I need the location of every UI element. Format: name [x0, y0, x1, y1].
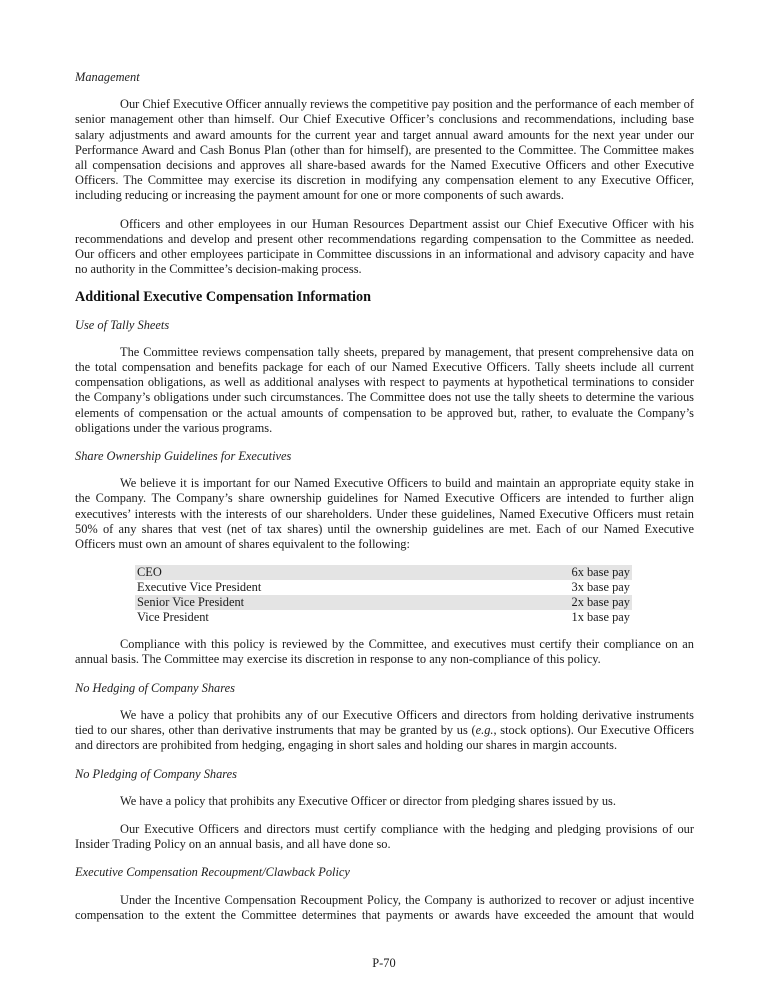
paragraph-clawback: Under the Incentive Compensation Recoupment Policy, the Company is authorized to recover or adjust incentive compensation to the extent the Committee determines that payments or awards have exceeded the amount that would: [75, 892, 694, 922]
role-cell: Senior Vice President: [135, 595, 469, 610]
ownership-guidelines-table: [135, 565, 632, 625]
role-cell: Executive Vice President: [137, 580, 262, 595]
table-row: [135, 565, 632, 580]
paragraph-no-pledging-1: We have a policy that prohibits any Executive Officer or director from pledging shares issued by us.: [120, 793, 616, 808]
subhead-clawback: Executive Compensation Recoupment/Clawback Policy: [75, 865, 350, 880]
table-row: [135, 610, 632, 625]
paragraph-tally-sheets: The Committee reviews compensation tally sheets, prepared by management, that present comprehensive data on the total compensation and benefits package for each of our Named Executive Officers. Tally sheets include all current compensation obligations, as well as additional analyses with respect to payments at hypothetical terminations to consider the Company’s obligations under such circumstances. The Committee does not use the tally sheets to determine the various elements of compensation or the actual amounts of compensation to be approved but, rather, to evaluate the Company’s obligations under the various programs.: [75, 344, 694, 435]
hedging-text-before: We have a policy that prohibits any of our Executive Officers and directors from holding derivative instruments tied to our shares, other than derivative instruments that may be granted by us (: [75, 707, 694, 738]
paragraph-no-hedging: [75, 708, 694, 754]
role-cell: CEO: [135, 565, 469, 580]
document-page: [75, 70, 694, 936]
role-cell: Vice President: [137, 610, 209, 625]
paragraph-management-2: Officers and other employees in our Human Resources Department assist our Chief Executive Officer with his recommendations and develop and present other recommendations regarding compensation to the Committee as needed. Our officers and other employees participate in Committee discussions in an informational and advisory capacity and have no authority in the Committee’s decision-making process.: [75, 216, 694, 277]
requirement-cell: 6x base pay: [469, 565, 632, 580]
subhead-tally-sheets: Use of Tally Sheets: [75, 317, 170, 332]
paragraph-share-ownership: We believe it is important for our Named Executive Officers to build and maintain an appropriate equity stake in the Company. The Company’s share ownership guidelines for Named Executive Officers are intended to further align executives’ interests with the interests of our shareholders. Under these guidelines, Named Executive Officers must retain 50% of any shares that vest (net of tax shares) until the ownership guidelines are met. Each of our Named Executive Officers must own an amount of shares equivalent to the following:: [75, 476, 694, 552]
paragraph-compliance: Compliance with this policy is reviewed by the Committee, and executives must certify their compliance on an annual basis. The Committee may exercise its discretion in response to any non-compliance of this policy.: [75, 637, 694, 667]
hedging-text-italic: e.g.: [475, 723, 494, 738]
page-number: P-70: [372, 956, 396, 970]
hedging-text-after: , stock options). Our Executive Officers and directors are prohibited from hedging, engaging in short sales and holding our shares in margin accounts.: [75, 723, 694, 753]
section-heading-additional-compensation: Additional Executive Compensation Information: [75, 289, 371, 306]
subhead-management: Management: [75, 70, 140, 84]
requirement-cell: 1x base pay: [571, 610, 630, 625]
table-row: [135, 580, 632, 595]
paragraph-no-pledging-2: Our Executive Officers and directors must certify compliance with the hedging and pledging provisions of our Insider Trading Policy on an annual basis, and all have done so.: [75, 821, 694, 852]
paragraph-management-1: Our Chief Executive Officer annually reviews the competitive pay position and the performance of each member of senior management other than himself. Our Chief Executive Officer’s conclusions and recommendations, including base salary adjustments and award amounts for the current year and target annual award amounts for the next year under our Performance Award and Cash Bonus Plan (other than for himself), are presented to the Committee. The Committee makes all compensation decisions and approves all share-based awards for the Named Executive Officers and other Executive Officers. The Committee may exercise its discretion in modifying any compensation element to any Executive Officer, including reducing or increasing the payment amount for one or more components of such awards.: [75, 97, 694, 203]
requirement-cell: 3x base pay: [571, 580, 630, 595]
subhead-no-pledging: No Pledging of Company Shares: [75, 766, 237, 781]
table-row: [135, 595, 632, 610]
subhead-no-hedging: No Hedging of Company Shares: [75, 680, 235, 695]
requirement-cell: 2x base pay: [469, 595, 632, 610]
subhead-share-ownership: Share Ownership Guidelines for Executives: [75, 449, 292, 464]
